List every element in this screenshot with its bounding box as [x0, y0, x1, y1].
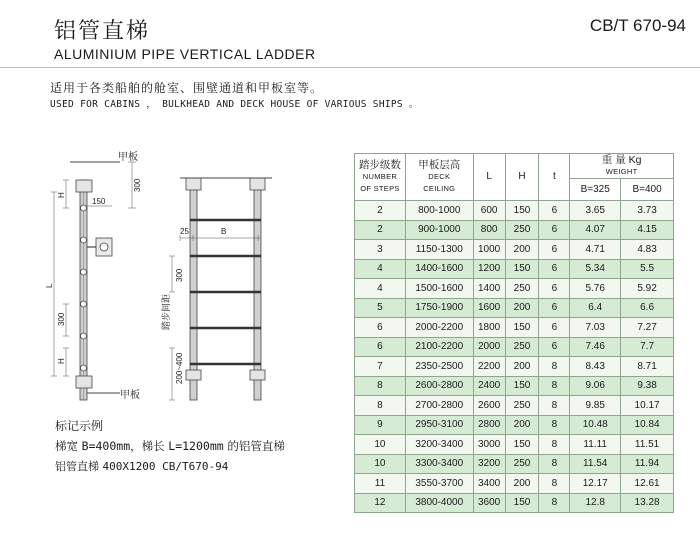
page-title-cn: 铝管直梯 — [54, 19, 151, 44]
cell-weight-b325: 9.06 — [570, 376, 621, 396]
steps-header-en2: OF STEPS — [360, 184, 400, 193]
cell-weight-b400: 7.27 — [621, 318, 674, 338]
cell-steps: 4 — [355, 259, 406, 279]
cell-weight-b325: 10.48 — [570, 415, 621, 435]
cell-weight-b400: 8.71 — [621, 357, 674, 377]
cell-length-L: 1400 — [473, 279, 505, 299]
cell-height-H: 250 — [505, 454, 539, 474]
weight-header-cn: 重 量 Kg — [601, 154, 642, 166]
cell-thickness-t: 8 — [539, 454, 570, 474]
cell-weight-b325: 5.34 — [570, 259, 621, 279]
cell-weight-b325: 6.4 — [570, 298, 621, 318]
cell-length-L: 3600 — [473, 493, 505, 513]
application-note-cn: 适用于各类船舶的舱室、围壁通道和甲板室等。 — [50, 81, 324, 95]
cell-height-H: 200 — [505, 298, 539, 318]
dim-step-300: 300 — [175, 268, 184, 282]
cell-steps: 3 — [355, 240, 406, 260]
title-divider — [0, 67, 700, 68]
cell-weight-b400: 5.5 — [621, 259, 674, 279]
cell-weight-b400: 4.83 — [621, 240, 674, 260]
cell-thickness-t: 6 — [539, 259, 570, 279]
marking-designation-code: 400X1200 CB/T670-94 — [102, 460, 229, 473]
cell-deck-ceiling: 3300-3400 — [405, 454, 473, 474]
page-title-en: ALUMINIUM PIPE VERTICAL LADDER — [54, 46, 316, 62]
cell-length-L: 1000 — [473, 240, 505, 260]
cell-weight-b325: 8.43 — [570, 357, 621, 377]
cell-weight-b400: 3.73 — [621, 201, 674, 221]
table-row — [355, 298, 674, 318]
cell-steps: 6 — [355, 318, 406, 338]
cell-deck-ceiling: 2600-2800 — [405, 376, 473, 396]
cell-steps: 12 — [355, 493, 406, 513]
cell-weight-b325: 4.07 — [570, 220, 621, 240]
table-row — [355, 357, 674, 377]
cell-thickness-t: 6 — [539, 220, 570, 240]
dim-150: 150 — [92, 197, 106, 206]
col-b400-header: B=400 — [621, 179, 674, 201]
cell-length-L: 600 — [473, 201, 505, 221]
cell-thickness-t: 6 — [539, 201, 570, 221]
cell-steps: 4 — [355, 279, 406, 299]
cell-height-H: 150 — [505, 376, 539, 396]
deck-label-bottom: 甲板 — [120, 390, 140, 401]
table-row — [355, 454, 674, 474]
cell-deck-ceiling: 2000-2200 — [405, 318, 473, 338]
cell-weight-b325: 11.11 — [570, 435, 621, 455]
cell-weight-b400: 10.17 — [621, 396, 674, 416]
cell-steps: 9 — [355, 415, 406, 435]
cell-weight-b325: 4.71 — [570, 240, 621, 260]
cell-deck-ceiling: 1500-1600 — [405, 279, 473, 299]
cell-weight-b325: 9.85 — [570, 396, 621, 416]
cell-steps: 5 — [355, 298, 406, 318]
cell-weight-b400: 10.84 — [621, 415, 674, 435]
dim-300-mid: 300 — [57, 312, 66, 326]
cell-length-L: 1800 — [473, 318, 505, 338]
col-steps-header — [355, 154, 406, 201]
cell-deck-ceiling: 800-1000 — [405, 201, 473, 221]
cell-weight-b400: 6.6 — [621, 298, 674, 318]
cell-weight-b400: 5.92 — [621, 279, 674, 299]
table-row — [355, 435, 674, 455]
cell-length-L: 3400 — [473, 474, 505, 494]
cell-deck-ceiling: 3800-4000 — [405, 493, 473, 513]
dim-25: 25 — [180, 227, 189, 236]
cell-weight-b325: 11.54 — [570, 454, 621, 474]
cell-height-H: 150 — [505, 318, 539, 338]
steps-header-en1: NUMBER — [362, 172, 398, 181]
cell-length-L: 2600 — [473, 396, 505, 416]
cell-thickness-t: 8 — [539, 396, 570, 416]
cell-deck-ceiling: 1750-1900 — [405, 298, 473, 318]
table-row — [355, 279, 674, 299]
cell-steps: 6 — [355, 337, 406, 357]
dim-L: L — [45, 283, 54, 288]
cell-steps: 2 — [355, 201, 406, 221]
cell-deck-ceiling: 2950-3100 — [405, 415, 473, 435]
marking-suffix: 的铝管直梯 — [227, 439, 285, 453]
marking-width-prefix: 梯宽 — [55, 439, 78, 453]
front-view — [169, 178, 272, 400]
cell-steps: 2 — [355, 220, 406, 240]
cell-deck-ceiling: 3200-3400 — [405, 435, 473, 455]
cell-height-H: 200 — [505, 357, 539, 377]
cell-steps: 10 — [355, 435, 406, 455]
cell-steps: 7 — [355, 357, 406, 377]
cell-height-H: 200 — [505, 415, 539, 435]
table-row — [355, 318, 674, 338]
application-note-en: USED FOR CABINS ， BULKHEAD AND DECK HOUSE OF VARIOUS SHIPS 。 — [50, 99, 419, 110]
marking-width-value: B=400mm — [81, 439, 131, 453]
marking-designation-prefix: 铝管直梯 — [55, 460, 99, 473]
ladder-drawing — [40, 148, 320, 410]
dim-B: B — [221, 227, 227, 236]
cell-steps: 11 — [355, 474, 406, 494]
cell-thickness-t: 8 — [539, 357, 570, 377]
cell-thickness-t: 8 — [539, 435, 570, 455]
cell-height-H: 150 — [505, 201, 539, 221]
cell-thickness-t: 8 — [539, 415, 570, 435]
cell-thickness-t: 8 — [539, 493, 570, 513]
cell-length-L: 2000 — [473, 337, 505, 357]
cell-weight-b400: 4.15 — [621, 220, 674, 240]
cell-weight-b400: 11.51 — [621, 435, 674, 455]
table-row — [355, 493, 674, 513]
cell-height-H: 200 — [505, 474, 539, 494]
cell-weight-b400: 13.28 — [621, 493, 674, 513]
cell-thickness-t: 6 — [539, 298, 570, 318]
marking-example-line1 — [55, 438, 285, 454]
cell-deck-ceiling: 1150-1300 — [405, 240, 473, 260]
table-row — [355, 259, 674, 279]
col-t-header: t — [539, 154, 570, 201]
col-L-header: L — [473, 154, 505, 201]
cell-weight-b325: 12.17 — [570, 474, 621, 494]
cell-weight-b325: 12.8 — [570, 493, 621, 513]
table-row — [355, 474, 674, 494]
marking-length-prefix: ，梯长 — [130, 439, 165, 453]
table-row — [355, 240, 674, 260]
dim-h-bottom: H — [57, 358, 66, 364]
cell-length-L: 3000 — [473, 435, 505, 455]
deck-header-en2: CEILING — [423, 184, 456, 193]
cell-length-L: 2400 — [473, 376, 505, 396]
cell-height-H: 250 — [505, 279, 539, 299]
cell-deck-ceiling: 3550-3700 — [405, 474, 473, 494]
marking-example-line2 — [55, 458, 228, 474]
cell-weight-b400: 7.7 — [621, 337, 674, 357]
cell-weight-b400: 11.94 — [621, 454, 674, 474]
cell-height-H: 150 — [505, 435, 539, 455]
dim-200-400: 200~400 — [175, 352, 184, 384]
cell-length-L: 2800 — [473, 415, 505, 435]
cell-height-H: 150 — [505, 259, 539, 279]
cell-deck-ceiling: 900-1000 — [405, 220, 473, 240]
table-row — [355, 220, 674, 240]
cell-steps: 8 — [355, 376, 406, 396]
cell-length-L: 3200 — [473, 454, 505, 474]
steps-header-cn: 踏步级数 — [358, 159, 401, 171]
cell-length-L: 800 — [473, 220, 505, 240]
table-row — [355, 201, 674, 221]
cell-deck-ceiling: 2100-2200 — [405, 337, 473, 357]
cell-thickness-t: 6 — [539, 318, 570, 338]
cell-thickness-t: 6 — [539, 240, 570, 260]
cell-length-L: 1600 — [473, 298, 505, 318]
col-weight-header — [570, 154, 674, 179]
marking-example-title: 标记示例 — [55, 419, 104, 433]
spec-table — [354, 153, 674, 513]
weight-header-en: WEIGHT — [605, 167, 638, 176]
cell-length-L: 2200 — [473, 357, 505, 377]
step-pitch-label: 踏步间距 — [162, 293, 172, 330]
cell-steps: 8 — [355, 396, 406, 416]
cell-thickness-t: 6 — [539, 279, 570, 299]
col-H-header: H — [505, 154, 539, 201]
cell-steps: 10 — [355, 454, 406, 474]
cell-thickness-t: 6 — [539, 337, 570, 357]
cell-thickness-t: 8 — [539, 376, 570, 396]
cell-height-H: 250 — [505, 337, 539, 357]
cell-weight-b325: 5.76 — [570, 279, 621, 299]
cell-height-H: 200 — [505, 240, 539, 260]
cell-height-H: 150 — [505, 493, 539, 513]
cell-height-H: 250 — [505, 396, 539, 416]
cell-length-L: 1200 — [473, 259, 505, 279]
cell-deck-ceiling: 2700-2800 — [405, 396, 473, 416]
cell-weight-b325: 7.46 — [570, 337, 621, 357]
standard-code: CB/T 670-94 — [589, 16, 686, 35]
table-row — [355, 337, 674, 357]
col-b325-header: B=325 — [570, 179, 621, 201]
cell-deck-ceiling: 1400-1600 — [405, 259, 473, 279]
dim-300-top: 300 — [133, 178, 142, 192]
cell-weight-b325: 7.03 — [570, 318, 621, 338]
cell-deck-ceiling: 2350-2500 — [405, 357, 473, 377]
table-row — [355, 415, 674, 435]
table-row — [355, 376, 674, 396]
deck-label-top: 甲板 — [118, 152, 138, 163]
cell-height-H: 250 — [505, 220, 539, 240]
table-row — [355, 396, 674, 416]
col-deck-header — [405, 154, 473, 201]
cell-weight-b325: 3.65 — [570, 201, 621, 221]
marking-length-value: L=1200mm — [168, 439, 224, 453]
dim-h-top: H — [57, 192, 66, 198]
cell-thickness-t: 8 — [539, 474, 570, 494]
cell-weight-b400: 12.61 — [621, 474, 674, 494]
deck-header-cn: 甲板层高 — [418, 159, 461, 171]
cell-weight-b400: 9.38 — [621, 376, 674, 396]
deck-header-en1: DECK — [428, 172, 451, 181]
